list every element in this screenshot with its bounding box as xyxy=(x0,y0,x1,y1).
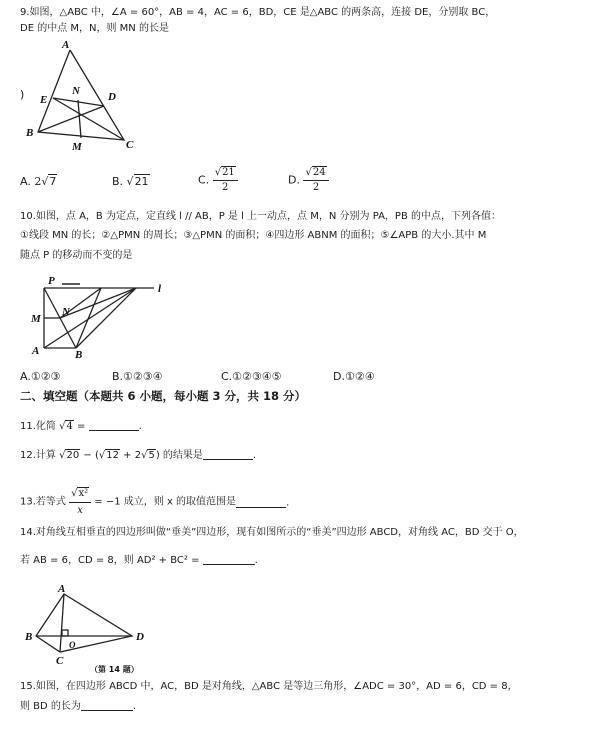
q14-answer-blank xyxy=(203,553,255,565)
q9-label-E: E xyxy=(40,94,48,106)
q9-option-b: B. √21 xyxy=(112,175,149,188)
q10-label-P: P xyxy=(48,275,55,287)
q9-label-N: N xyxy=(72,85,80,97)
q10-label-l: l xyxy=(158,283,162,295)
q9-side-mark: ) xyxy=(20,88,25,101)
q13-line: 13.若等式 $\frac{\text{√x²}}{x}$ = −1 成立，则 x 的取值范围是 . xyxy=(20,488,290,516)
q15-answer-blank xyxy=(81,699,133,711)
q10-label-B: B xyxy=(75,349,83,361)
q14-label-B: B xyxy=(25,631,33,643)
q14-text-line2: 若 AB = 6，CD = 8，则 AD² + BC² = . xyxy=(20,555,258,566)
q10-option-b: B.①②③④ xyxy=(112,370,163,383)
q10-label-N: N xyxy=(62,306,70,318)
q9-label-D: D xyxy=(108,91,116,103)
q14-label-D: D xyxy=(136,631,144,643)
q9-label-M: M xyxy=(72,141,82,153)
q11-line: 11.化简 √4 = . xyxy=(20,421,142,432)
q9-option-d: D. $\frac{√24}{2}$ xyxy=(288,166,329,195)
q9-label-B: B xyxy=(26,127,34,139)
q13-answer-blank xyxy=(236,496,286,508)
q14-label-A: A xyxy=(58,583,66,595)
q10-text-line3: 随点 P 的移动而不变的是 xyxy=(20,250,133,261)
q14-label-O: O xyxy=(69,640,76,650)
q14-caption: （第 14 题） xyxy=(90,665,139,674)
q10-label-A: A xyxy=(32,345,40,357)
q9-text-line1: 9.如图，△ABC 中，∠A = 60°，AB = 4，AC = 6，BD，CE 是△ABC 的两条高，连接 DE，分别取 BC， xyxy=(20,7,496,18)
q14-text-line1: 14.对角线互相垂直的四边形叫做“垂美”四边形，现有如图所示的“垂美”四边形 ABCD，对角线 AC，BD 交于 O， xyxy=(20,527,524,538)
section-2-title: 二、填空题（本题共 6 小题，每小题 3 分，共 18 分） xyxy=(20,389,307,403)
q10-text-line1: 10.如图，点 A，B 为定点，定直线 l // AB，P 是 l 上一动点，点 M，N 分别为 PA，PB 的中点，下列各值： xyxy=(20,211,502,222)
q10-option-a: A.①②③ xyxy=(20,370,61,383)
q10-option-d: D.①②④ xyxy=(333,370,375,383)
q9-text-line2: DE 的中点 M，N，则 MN 的长是 xyxy=(20,23,169,34)
q9-label-C: C xyxy=(126,139,134,151)
q10-label-M: M xyxy=(31,313,41,325)
q10-parallel-lines-figure xyxy=(26,272,176,362)
q9-triangle-figure xyxy=(22,38,142,156)
q12-answer-blank xyxy=(203,448,253,460)
q9-label-A: A xyxy=(62,39,70,51)
q14-kite-figure xyxy=(22,582,162,674)
q11-answer-blank xyxy=(89,419,139,431)
q14-label-C: C xyxy=(56,655,64,667)
q12-line: 12.计算 √20 − (√12 + 2√5) 的结果是 . xyxy=(20,450,257,461)
q10-option-c: C.①②③④⑤ xyxy=(221,370,282,383)
q9-option-a: A. 2√7 xyxy=(20,175,57,188)
q15-text-line2: 则 BD 的长为 . xyxy=(20,701,137,712)
q10-text-line2: ①线段 MN 的长；②△PMN 的周长；③△PMN 的面积；④四边形 ABNM 的面积；⑤∠APB 的大小.其中 M xyxy=(20,230,487,241)
q9-option-c: C. $\frac{√21}{2}$ xyxy=(198,166,238,195)
q15-text-line1: 15.如图，在四边形 ABCD 中，AC，BD 是对角线，△ABC 是等边三角形，∠ADC = 30°，AD = 6，CD = 8， xyxy=(20,681,518,692)
